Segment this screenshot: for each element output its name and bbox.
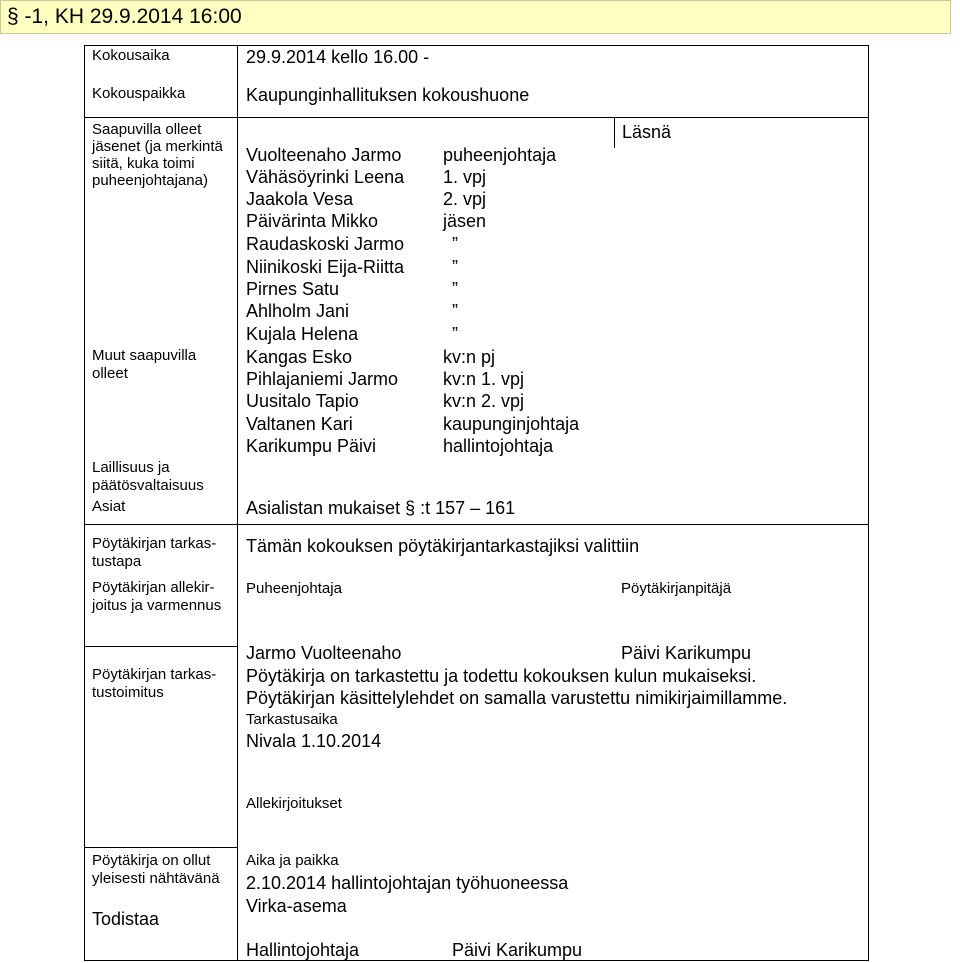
member-name: Raudaskoski Jarmo <box>246 234 405 254</box>
legality-label-line: päätösvaltaisuus <box>92 477 204 494</box>
member-role: ” <box>452 279 458 299</box>
attendee-role: hallintojohtaja <box>443 436 554 456</box>
members-label-line: jäsenet (ja merkintä <box>92 138 223 155</box>
member-role: puheenjohtaja <box>443 145 557 165</box>
inspection-statement: Pöytäkirjan käsittelylehdet on samalla varustettu nimikirjaimillamme. <box>246 688 788 708</box>
table-border-top <box>84 45 869 46</box>
attendance-column-divider <box>614 117 615 148</box>
chairman-name: Jarmo Vuolteenaho <box>246 643 402 663</box>
attendee-role: kaupunginjohtaja <box>443 414 580 434</box>
inspection-place-date: Nivala 1.10.2014 <box>246 731 382 751</box>
inspection-statement: Pöytäkirja on tarkastettu ja todettu kokouksen kulun mukaiseksi. <box>246 666 757 686</box>
row-divider <box>84 117 869 118</box>
member-role: 1. vpj <box>443 167 487 187</box>
attendee-name: Uusitalo Tapio <box>246 391 359 411</box>
meeting-time-value: 29.9.2014 kello 16.00 - <box>246 47 430 67</box>
others-label-line: olleet <box>92 365 128 382</box>
meeting-place-value: Kaupunginhallituksen kokoushuone <box>246 85 530 105</box>
member-name: Jaakola Vesa <box>246 189 354 209</box>
others-label-line: Muut saapuvilla <box>92 347 197 364</box>
table-border-right <box>868 45 869 961</box>
document-header <box>0 0 951 34</box>
member-name: Pirnes Satu <box>246 279 340 299</box>
member-role: ” <box>452 257 458 277</box>
members-label-line: siitä, kuka toimi <box>92 155 195 172</box>
member-role: ” <box>452 234 458 254</box>
member-role: ” <box>452 324 458 344</box>
member-role: 2. vpj <box>443 189 487 209</box>
row-divider <box>84 646 237 647</box>
inspection-label-line: Pöytäkirjan tarkas- <box>92 666 217 683</box>
member-role: ” <box>452 301 458 321</box>
signing-label-line: joitus ja varmennus <box>92 597 222 614</box>
secretary-name: Päivi Karikumpu <box>621 643 752 663</box>
signatures-label: Allekirjoitukset <box>246 795 342 812</box>
member-name: Vuolteenaho Jarmo <box>246 145 402 165</box>
position-value: Hallintojohtaja <box>246 940 360 960</box>
row-divider <box>84 524 869 525</box>
members-label-line: puheenjohtajana) <box>92 172 208 189</box>
inspection-label-line: tustoimitus <box>92 684 164 701</box>
inspection-time-label: Tarkastusaika <box>246 711 338 728</box>
column-divider <box>237 45 238 961</box>
matters-label: Asiat <box>92 498 126 515</box>
attendee-name: Kangas Esko <box>246 347 353 367</box>
member-name: Kujala Helena <box>246 324 359 344</box>
chairman-title: Puheenjohtaja <box>246 580 342 597</box>
signing-label-line: Pöytäkirjan allekir- <box>92 579 215 596</box>
meeting-time-label: Kokousaika <box>92 47 170 64</box>
public-view-label-line: Pöytäkirja on ollut <box>92 852 211 869</box>
place-time-value: 2.10.2014 hallintojohtajan työhuoneessa <box>246 873 569 893</box>
member-name: Päivärinta Mikko <box>246 211 379 231</box>
public-view-label-line: yleisesti nähtävänä <box>92 870 220 887</box>
attendee-role: kv:n 2. vpj <box>443 391 525 411</box>
table-border-bottom <box>84 960 869 961</box>
attendee-name: Karikumpu Päivi <box>246 436 377 456</box>
member-name: Niinikoski Eija-Riitta <box>246 257 405 277</box>
inspection-method-label-line: tustapa <box>92 553 142 570</box>
inspection-method-value: Tämän kokouksen pöytäkirjantarkastajiksi valittiin <box>246 536 640 556</box>
meeting-place-label: Kokouspaikka <box>92 85 186 102</box>
certifies-label: Todistaa <box>92 909 160 929</box>
legality-label-line: Laillisuus ja <box>92 459 170 476</box>
row-divider <box>84 847 237 848</box>
position-label: Virka-asema <box>246 896 347 916</box>
member-name: Vähäsöyrinki Leena <box>246 167 405 187</box>
member-name: Ahlholm Jani <box>246 301 350 321</box>
table-border-left <box>84 45 85 961</box>
attendee-name: Valtanen Kari <box>246 414 353 434</box>
secretary-title: Pöytäkirjanpitäjä <box>621 580 732 597</box>
member-role: jäsen <box>443 211 487 231</box>
certifier-name: Päivi Karikumpu <box>452 940 583 960</box>
present-column-header: Läsnä <box>622 122 672 142</box>
attendee-name: Pihlajaniemi Jarmo <box>246 369 399 389</box>
place-time-label: Aika ja paikka <box>246 852 339 869</box>
inspection-method-label-line: Pöytäkirjan tarkas- <box>92 535 217 552</box>
attendee-role: kv:n 1. vpj <box>443 369 525 389</box>
matters-value: Asialistan mukaiset § :t 157 – 161 <box>246 498 516 518</box>
attendee-role: kv:n pj <box>443 347 496 367</box>
header-text: § -1, KH 29.9.2014 16:00 <box>7 5 242 28</box>
members-label-line: Saapuvilla olleet <box>92 121 202 138</box>
